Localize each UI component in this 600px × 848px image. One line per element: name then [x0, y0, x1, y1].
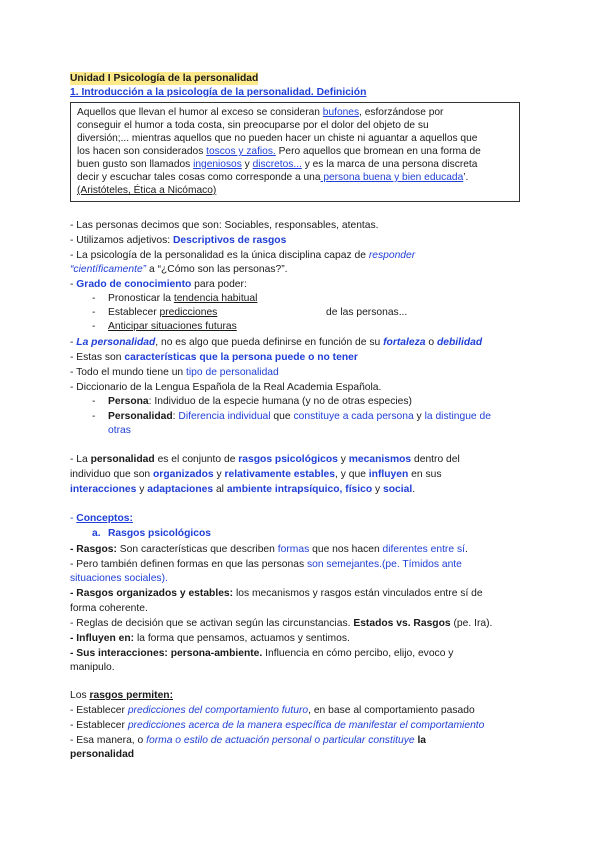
dict-dash-1: - [92, 396, 96, 407]
dict-item-persona: Persona: Individuo de la especie humana (y no de otras especies) [108, 396, 412, 407]
permits-line-1: - Establecer predicciones del comportamiento futuro, en base al comportamiento pasado [70, 705, 475, 716]
permits-line-3: - Esa manera, o forma o estilo de actuación personal o particular constituye la [70, 735, 427, 746]
concepts-letter: a. [92, 528, 101, 539]
concepts-heading: - Conceptos: [70, 513, 133, 524]
sub-item-2-tail: de las personas... [326, 307, 408, 318]
intro-line-7: - Estas son características que la persona puede o no tener [70, 352, 358, 363]
unit-title: Unidad I Psicología de la personalidad [70, 73, 259, 84]
sub-item-1: Pronosticar la tendencia habitual [108, 293, 258, 304]
sub-item-3: Anticipar situaciones futuras [108, 321, 237, 332]
concept-line-9: manipulo. [70, 662, 115, 673]
dict-item-personalidad-cont: otras [108, 425, 131, 436]
concept-line-8: - Sus interacciones: persona-ambiente. Influencia en cómo percibo, elijo, evoco y [70, 648, 454, 659]
concept-line-6: - Reglas de decisión que se activan según las circunstancias. Estados vs. Rasgos (pe. Ira). [70, 618, 493, 629]
permits-line-2: - Establecer predicciones acerca de la manera específica de manifestar el comportamiento [70, 720, 485, 731]
quote-citation: (Aristóteles, Ética a Nicómaco) [77, 185, 217, 196]
definition-line-3: interacciones y adaptaciones al ambiente intrapsíquico, físico y social. [70, 484, 416, 495]
concept-line-3: situaciones sociales). [70, 573, 168, 584]
concept-line-4: - Rasgos organizados y estables: los mecanismos y rasgos están vinculados entre sí de [70, 588, 483, 599]
quote-line-2: conseguir el humor a toda costa, sin preocuparse por el dolor del objeto de su [77, 120, 429, 131]
quote-line-1: Aquellos que llevan el humor al exceso se consideran bufones, esforzándose por [77, 107, 444, 118]
section-title: 1. Introducción a la psicología de la personalidad. Definición [70, 87, 367, 98]
quote-line-3: diversión;... mientras aquellos que no pueden hacer un chiste ni aguantar a aquellos que [77, 133, 478, 144]
intro-line-5: - Grado de conocimiento para poder: [70, 279, 247, 290]
intro-line-9: - Diccionario de la Lengua Española de la Real Academia Española. [70, 382, 382, 393]
dict-item-personalidad: Personalidad: Diferencia individual que constituye a cada persona y la distingue de [108, 411, 491, 422]
sub-dash-1: - [92, 293, 96, 304]
concept-line-1: - Rasgos: Son características que describen formas que nos hacen diferentes entre sí. [70, 544, 468, 555]
quote-line-5: buen gusto son llamados ingeniosos y discretos... y es la marca de una persona discreta [77, 159, 478, 170]
definition-line-1: - La personalidad es el conjunto de rasgos psicológicos y mecanismos dentro del [70, 454, 460, 465]
intro-line-3: - La psicología de la personalidad es la única disciplina capaz de responder [70, 250, 416, 261]
intro-line-6: - La personalidad, no es algo que pueda definirse en función de su fortaleza o debilidad [70, 337, 483, 348]
concept-line-2: - Pero también definen formas en que las personas son semejantes.(pe. Tímidos ante [70, 559, 462, 570]
quote-line-4: los hacen son considerados toscos y zafios. Pero aquellos que bromean en una forma de [77, 146, 481, 157]
quote-link-bufones: bufones [322, 107, 360, 118]
permits-heading: Los rasgos permiten: [70, 690, 174, 701]
concept-line-5: forma coherente. [70, 603, 148, 614]
quote-line-6: decir y escuchar tales cosas como corresponde a una persona buena y bien educada’. [77, 172, 469, 183]
intro-line-4: “científicamente” a “¿Cómo son las personas?”. [70, 264, 288, 275]
permits-line-4: personalidad [70, 749, 135, 760]
sub-dash-3: - [92, 321, 96, 332]
intro-line-1: - Las personas decimos que son: Sociables, responsables, atentas. [70, 220, 379, 231]
intro-line-2: - Utilizamos adjetivos: Descriptivos de rasgos [70, 235, 287, 246]
sub-dash-2: - [92, 307, 96, 318]
definition-line-2: individuo que son organizados y relativamente estables, y que influyen en sus [70, 469, 442, 480]
concepts-subheading: Rasgos psicológicos [108, 528, 211, 539]
quote-box [70, 102, 520, 202]
dict-dash-2: - [92, 411, 96, 422]
sub-item-2: Establecer predicciones [108, 307, 218, 318]
intro-line-8: - Todo el mundo tiene un tipo de personalidad [70, 367, 279, 378]
concept-line-7: - Influyen en: la forma que pensamos, actuamos y sentimos. [70, 633, 350, 644]
